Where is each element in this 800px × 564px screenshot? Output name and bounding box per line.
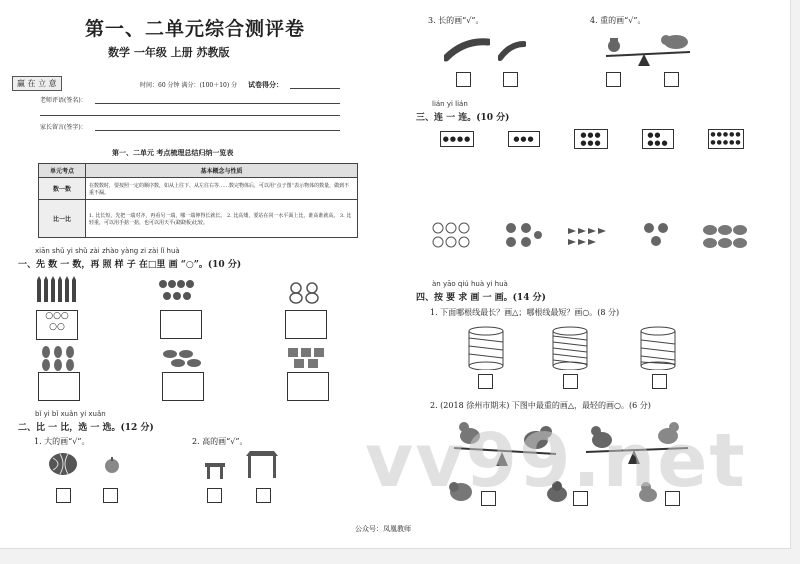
answer-box-fish[interactable] bbox=[162, 372, 204, 401]
brand-logo: 赢 在 立 意 bbox=[12, 76, 62, 91]
section4-heading: 四、按 要 求 画 一 画。(14 分) bbox=[416, 293, 546, 303]
section3-heading: 三、连 一 连。(10 分) bbox=[416, 113, 510, 123]
page-title: 第一、二单元综合测评卷 bbox=[84, 18, 305, 40]
section1-pinyin: xiān shǔ yi shǔ zài zhào yàng zi zài lǐ huà bbox=[35, 247, 180, 255]
stool-icon bbox=[204, 462, 226, 484]
answer-box-flowers[interactable] bbox=[160, 310, 202, 339]
seesaw-animals-icon bbox=[598, 34, 698, 72]
comment-line-2 bbox=[40, 115, 340, 116]
summary-row-key: 数一数 bbox=[39, 178, 86, 200]
watermelon-icon bbox=[48, 452, 78, 480]
q-heavier: 4. 重的画“√”。 bbox=[590, 16, 646, 25]
summary-row-text: 1. 比长短，先把一端对齐，再看另一端，哪一端伸得长就长。 2. 比高矮，要站在同一水平面上比，谁高谁就高。 3. 比轻重，可以用手掂一掂，也可以用天平(跷跷板)比较。 bbox=[86, 200, 358, 238]
flowers-icon bbox=[158, 278, 194, 310]
section2-pinyin: bǐ yi bǐ xuǎn yi xuǎn bbox=[35, 410, 106, 418]
checkbox-stool[interactable] bbox=[207, 488, 222, 503]
coil-cylinder-1 bbox=[466, 326, 506, 374]
summary-table bbox=[38, 163, 358, 238]
animals-group-icon bbox=[504, 222, 544, 256]
watermark: vv99.net bbox=[365, 418, 747, 504]
checkbox-apple[interactable] bbox=[103, 488, 118, 503]
smiley-faces-icon bbox=[432, 222, 476, 256]
q-taller: 2. 高的画“√”。 bbox=[192, 437, 248, 446]
table-icon bbox=[244, 450, 280, 484]
dot-card-6[interactable]: ●●● ●●● bbox=[574, 129, 608, 149]
checkbox-table[interactable] bbox=[256, 488, 271, 503]
checkbox-long-cucumber[interactable] bbox=[456, 72, 471, 87]
dot-card-3[interactable]: ●●● bbox=[508, 131, 540, 147]
dot-card-4[interactable]: ●●●● bbox=[440, 131, 474, 147]
checkbox-line-2[interactable] bbox=[563, 374, 578, 389]
summary-row-text: 在数数时，要按照一定的顺序数，如从上往下、从左往右等……数完物体后，可以用“点子图”表示物体的数量，做到不重不漏。 bbox=[86, 178, 358, 200]
checkbox-line-3[interactable] bbox=[652, 374, 667, 389]
footer-credit: 公众号：凤凰教师 bbox=[355, 525, 411, 533]
chicks-icon bbox=[288, 280, 320, 308]
score-line bbox=[290, 88, 340, 89]
short-cucumber-icon bbox=[498, 40, 526, 66]
summary-header-desc: 基本概念与性质 bbox=[86, 164, 358, 178]
parent-comment-line bbox=[95, 130, 340, 131]
shirts-icon bbox=[286, 346, 326, 374]
teacher-comment-line bbox=[95, 103, 340, 104]
section3-pinyin: lián yi lián bbox=[432, 100, 468, 108]
section2-heading: 二、比 一 比，选 一 选。(12 分) bbox=[18, 423, 154, 433]
answer-box-shirts[interactable] bbox=[287, 372, 329, 401]
summary-header-key: 单元考点 bbox=[39, 164, 86, 178]
score-label: 试卷得分： bbox=[248, 80, 283, 89]
teacher-comment-label: 老师评语(签名)： bbox=[40, 97, 87, 104]
flags-icon bbox=[566, 226, 606, 254]
answer-box-chicks[interactable] bbox=[285, 310, 327, 339]
q-bigger: 1. 大的画“√”。 bbox=[34, 437, 90, 446]
checkbox-watermelon[interactable] bbox=[56, 488, 71, 503]
puppies-icon bbox=[642, 222, 672, 252]
coil-cylinder-2 bbox=[550, 326, 590, 374]
summary-row-key: 比一比 bbox=[39, 200, 86, 238]
answer-box-rabbits[interactable] bbox=[38, 372, 80, 401]
page-subtitle: 数学 一年级 上册 苏教版 bbox=[108, 46, 230, 59]
dot-card-10[interactable]: ●●●●● ●●●●● bbox=[708, 129, 744, 149]
dot-card-5[interactable]: ●● ●●● bbox=[642, 129, 674, 149]
example-answer-box: ○○○ ○○ bbox=[36, 310, 78, 340]
checkbox-light-animal[interactable] bbox=[606, 72, 621, 87]
checkbox-line-1[interactable] bbox=[478, 374, 493, 389]
checkbox-short-cucumber[interactable] bbox=[503, 72, 518, 87]
q-lines: 1. 下面哪根线最长？画△；哪根线最短？画○。(8 分) bbox=[430, 308, 620, 317]
elephants-icon bbox=[702, 224, 748, 254]
apple-icon bbox=[103, 456, 121, 478]
q-weights: 2. (2018 徐州市期末) 下图中最重的画△，最轻的画○。(6 分) bbox=[430, 401, 651, 410]
parent-comment-label: 家长留言(签字)： bbox=[40, 124, 87, 131]
q-longer: 3. 长的画“√”。 bbox=[428, 16, 484, 25]
summary-title: 第一、二单元 考点梳理总结归纳一览表 bbox=[112, 148, 234, 157]
fish-icon bbox=[162, 348, 202, 372]
section4-pinyin: àn yāo qiú huà yi huà bbox=[432, 280, 508, 288]
pencils-icon bbox=[36, 276, 80, 308]
section1-heading: 一、先 数 一 数，再 照 样 子 在□里 画 “○”。(10 分) bbox=[18, 260, 242, 270]
checkbox-heavy-animal[interactable] bbox=[664, 72, 679, 87]
exam-meta: 时间：60 分钟 满分：(100＋10) 分 bbox=[140, 82, 238, 89]
long-cucumber-icon bbox=[444, 38, 490, 66]
coil-cylinder-3 bbox=[638, 326, 678, 374]
